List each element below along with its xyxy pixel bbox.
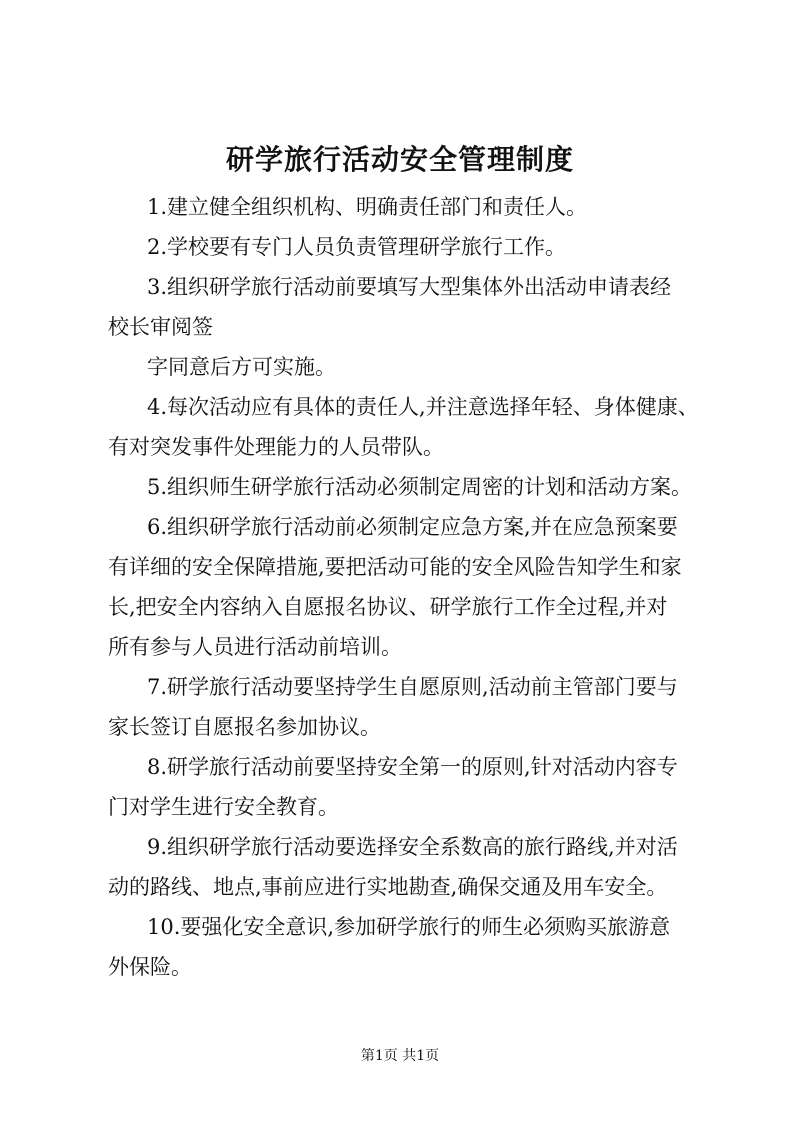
paragraph-line-15: 8.研学旅行活动前要坚持安全第一的原则,针对活动内容专 bbox=[147, 755, 678, 779]
paragraph-line-7: 有对突发事件处理能力的人员带队。 bbox=[108, 435, 444, 459]
page-number-footer: 第1页 共1页 bbox=[360, 1048, 440, 1064]
paragraph-line-13: 7.研学旅行活动要坚持学生自愿原则,活动前主管部门要与 bbox=[147, 675, 678, 699]
paragraph-line-14: 家长签订自愿报名参加协议。 bbox=[108, 715, 381, 739]
paragraph-line-10: 有详细的安全保障措施,要把活动可能的安全风险告知学生和家 bbox=[108, 555, 682, 579]
paragraph-line-11: 长,把安全内容纳入自愿报名协议、研学旅行工作全过程,并对 bbox=[108, 595, 668, 619]
paragraph-line-17: 9.组织研学旅行活动要选择安全系数高的旅行路线,并对活 bbox=[147, 835, 678, 859]
document-title: 研学旅行活动安全管理制度 bbox=[225, 143, 574, 176]
paragraph-line-12: 所有参与人员进行活动前培训。 bbox=[108, 635, 402, 659]
paragraph-line-9: 6.组织研学旅行活动前必须制定应急方案,并在应急预案要 bbox=[147, 515, 678, 539]
paragraph-line-20: 外保险。 bbox=[108, 955, 192, 979]
paragraph-line-18: 动的路线、地点,事前应进行实地勘查,确保交通及用车安全。 bbox=[108, 875, 668, 899]
paragraph-line-5: 字同意后方可实施。 bbox=[147, 355, 336, 379]
paragraph-line-8: 5.组织师生研学旅行活动必须制定周密的计划和活动方案。 bbox=[147, 475, 693, 499]
paragraph-line-1: 1.建立健全组织机构、明确责任部门和责任人。 bbox=[147, 195, 588, 219]
paragraph-line-16: 门对学生进行安全教育。 bbox=[108, 795, 339, 819]
paragraph-line-19: 10.要强化安全意识,参加研学旅行的师生必须购买旅游意 bbox=[147, 915, 671, 939]
paragraph-line-3: 3.组织研学旅行活动前要填写大型集体外出活动申请表经 bbox=[147, 275, 672, 299]
paragraph-line-4: 校长审阅签 bbox=[108, 315, 213, 339]
paragraph-line-6: 4.每次活动应有具体的责任人,并注意选择年轻、身体健康、 bbox=[147, 395, 699, 419]
paragraph-line-2: 2.学校要有专门人员负责管理研学旅行工作。 bbox=[147, 235, 567, 259]
